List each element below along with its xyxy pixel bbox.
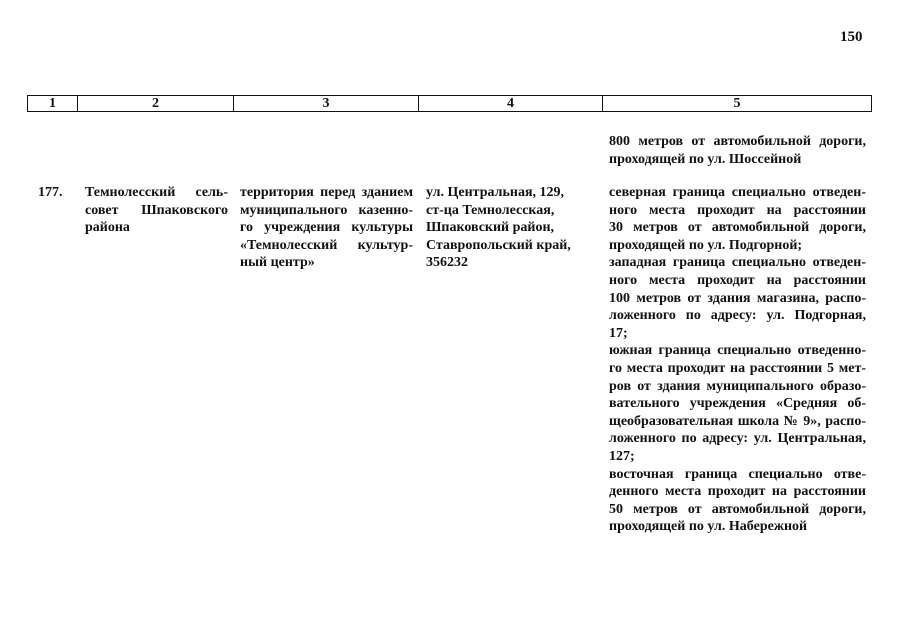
- col2-line: совет Шпаковского: [85, 202, 228, 218]
- col5-line: го места проходит на расстоянии 5 мет-: [609, 360, 866, 376]
- continuation-line: проходящей по ул. Шоссейной: [609, 151, 802, 167]
- column-header-1: 1: [28, 96, 78, 112]
- col5-line: проходящей по ул. Подгорной;: [609, 237, 803, 253]
- col4-line: ст-ца Темнолесская,: [426, 202, 555, 218]
- column-header-3: 3: [234, 96, 419, 112]
- col5-line: восточная граница специально отве-: [609, 466, 866, 482]
- col2-line: района: [85, 220, 130, 236]
- col5-line: денного места проходит на расстоянии: [609, 484, 866, 500]
- col5-line: западная граница специально отведен-: [609, 255, 866, 271]
- column-header-5: 5: [603, 96, 872, 112]
- col4-line: Ставропольский край,: [426, 237, 571, 253]
- col3-line: муниципального казенно-: [240, 202, 413, 218]
- col5-line: проходящей по ул. Набережной: [609, 519, 808, 535]
- continuation-line: 800 метров от автомобильной дороги,: [609, 134, 866, 149]
- col3-line: территория перед зданием: [240, 185, 413, 200]
- col3-line: го учреждения культуры: [240, 220, 413, 236]
- col3-line: «Темнолесский культур-: [240, 237, 413, 253]
- col5-line: 30 метров от автомобильной дороги,: [609, 220, 866, 236]
- row-col3-territory: [240, 184, 413, 272]
- col5-line: 17;: [609, 325, 628, 341]
- col5-line: ложенного по адресу: ул. Центральная,: [609, 431, 866, 447]
- col5-line: 50 метров от автомобильной дороги,: [609, 501, 866, 517]
- col5-line: щеобразовательная школа № 9», распо-: [609, 413, 866, 429]
- continuation-col5: [609, 133, 866, 168]
- column-header-row: [27, 95, 872, 112]
- row-col4-address: [426, 184, 596, 272]
- col5-line: ров от здания муниципального образо-: [609, 378, 866, 394]
- col5-line: ного места проходит на расстоянии: [609, 272, 866, 288]
- col5-line: южная граница специально отведенно-: [609, 343, 866, 359]
- col5-line: ного места проходит на расстоянии: [609, 202, 866, 218]
- row-number: 177.: [38, 185, 63, 200]
- col5-line: вательного учреждения «Средняя об-: [609, 396, 866, 412]
- col5-line: 100 метров от здания магазина, распо-: [609, 290, 866, 306]
- col4-line: Шпаковский район,: [426, 220, 555, 236]
- col5-line: ложенного по адресу: ул. Подгорная,: [609, 308, 866, 324]
- page-number: 150: [840, 29, 863, 45]
- column-header-4: 4: [419, 96, 603, 112]
- col5-line: северная граница специально отведен-: [609, 185, 866, 200]
- row-col2-municipality: [85, 184, 228, 237]
- col4-line: ул. Центральная, 129,: [426, 185, 565, 200]
- col3-line: ный центр»: [240, 255, 315, 271]
- col5-line: 127;: [609, 448, 635, 464]
- column-header-2: 2: [78, 96, 234, 112]
- col4-line: 356232: [426, 255, 468, 271]
- col2-line: Темнолесский сель-: [85, 185, 228, 200]
- row-col5-boundaries: [609, 184, 866, 536]
